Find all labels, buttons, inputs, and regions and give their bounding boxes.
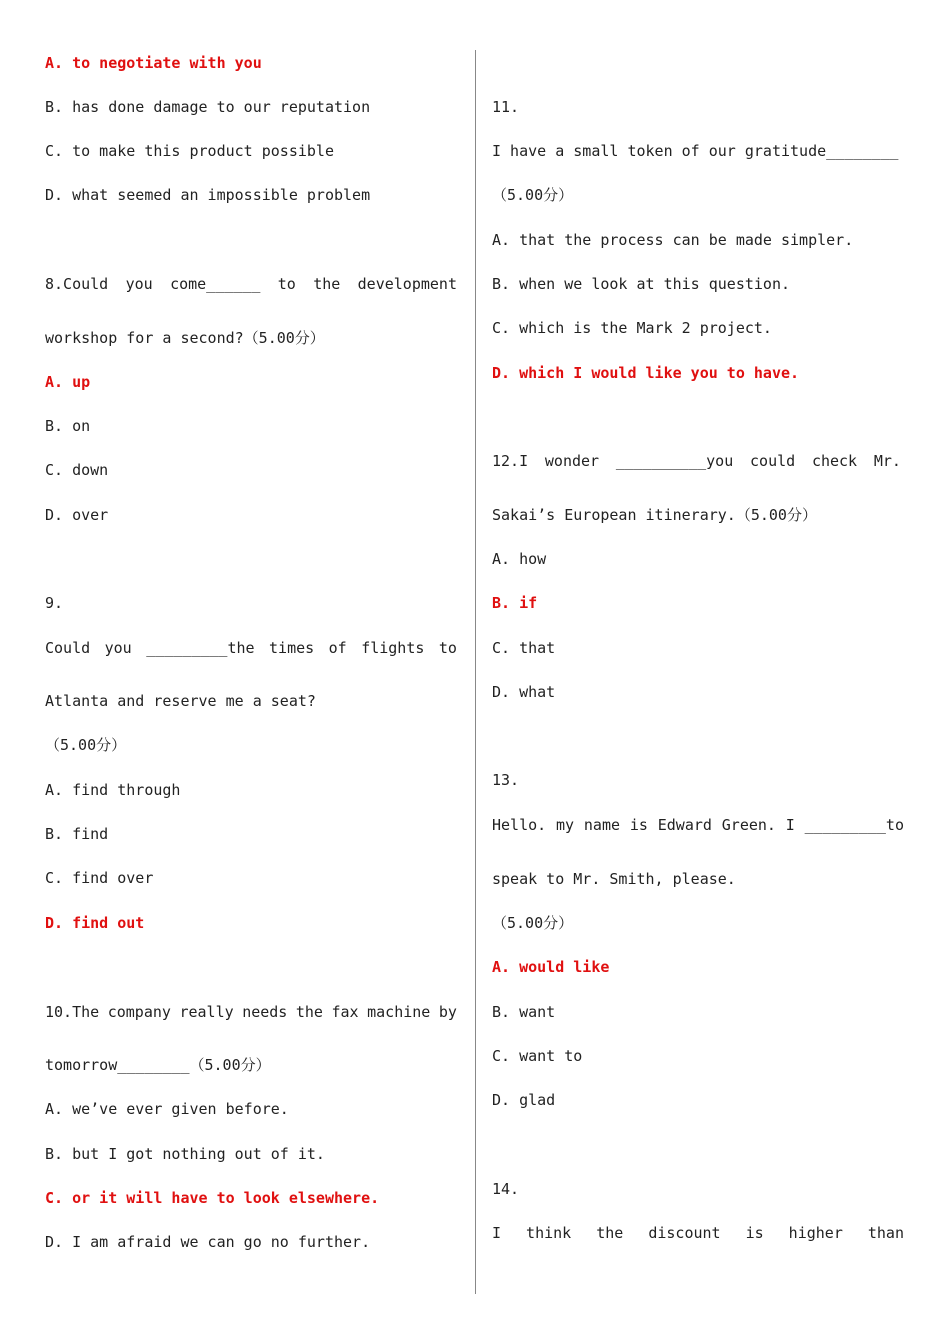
q13-option-d[interactable]: D. glad xyxy=(492,1091,556,1109)
q7-option-c[interactable]: C. to make this product possible xyxy=(45,142,334,160)
q9-word: _________the xyxy=(146,639,255,657)
q10-word: the xyxy=(295,1003,323,1021)
q9-number: 9. xyxy=(45,594,64,612)
q12-question-line2: Sakai’s European itinerary.（5.00分） xyxy=(492,506,817,524)
q8-option-b[interactable]: B. on xyxy=(45,417,91,435)
q12-option-b[interactable]: B. if xyxy=(492,594,538,612)
q9-word: times xyxy=(269,639,315,657)
q10-word: machine xyxy=(367,1003,431,1021)
q14-word: discount xyxy=(648,1224,721,1242)
q9-word: flights xyxy=(361,639,425,657)
q13-word: Hello. xyxy=(492,816,547,834)
q8-word: you xyxy=(125,275,153,293)
q9-question-line1 xyxy=(45,638,457,658)
q9-word: you xyxy=(104,639,132,657)
q9-word: of xyxy=(328,639,347,657)
q7-option-d[interactable]: D. what seemed an impossible problem xyxy=(45,186,371,204)
q13-word: my xyxy=(556,816,575,834)
q10-question-line2: tomorrow________（5.00分） xyxy=(45,1056,271,1074)
q12-word: could xyxy=(750,452,796,470)
q13-option-c[interactable]: C. want to xyxy=(492,1047,583,1065)
q13-word: Green. xyxy=(721,816,776,834)
q9-option-a[interactable]: A. find through xyxy=(45,781,181,799)
q13-word: _________to xyxy=(804,816,904,834)
q8-option-d[interactable]: D. over xyxy=(45,506,109,524)
q13-option-b[interactable]: B. want xyxy=(492,1003,556,1021)
q10-word: by xyxy=(438,1003,457,1021)
q9-question-line2: Atlanta and reserve me a seat? xyxy=(45,692,316,710)
q12-question-line1 xyxy=(492,451,901,471)
q9-word: Could xyxy=(45,639,91,657)
q8-word: development xyxy=(357,275,457,293)
q9-score: （5.00分） xyxy=(45,736,127,754)
q9-option-b[interactable]: B. find xyxy=(45,825,109,843)
q11-score: （5.00分） xyxy=(492,186,574,204)
q13-word: is xyxy=(629,816,648,834)
q12-option-a[interactable]: A. how xyxy=(492,550,547,568)
q13-question-line2: speak to Mr. Smith, please. xyxy=(492,870,736,888)
q13-word: name xyxy=(583,816,621,834)
q10-option-d[interactable]: D. I am afraid we can go no further. xyxy=(45,1233,371,1251)
q7-option-b[interactable]: B. has done damage to our reputation xyxy=(45,98,371,116)
q12-word: 12.I xyxy=(492,452,529,470)
q14-word: than xyxy=(867,1224,904,1242)
q10-option-c[interactable]: C. or it will have to look elsewhere. xyxy=(45,1189,380,1207)
q10-option-b[interactable]: B. but I got nothing out of it. xyxy=(45,1145,325,1163)
q14-question-line1 xyxy=(492,1223,904,1243)
q11-option-c[interactable]: C. which is the Mark 2 project. xyxy=(492,319,772,337)
q9-option-c[interactable]: C. find over xyxy=(45,869,154,887)
q12-word: wonder xyxy=(544,452,600,470)
q8-word: the xyxy=(313,275,341,293)
q14-number: 14. xyxy=(492,1180,520,1198)
q10-question-line1 xyxy=(45,1002,457,1022)
q13-word: I xyxy=(785,816,795,834)
q12-word: check xyxy=(811,452,858,470)
q14-word: higher xyxy=(788,1224,843,1242)
q10-word: 10.The xyxy=(45,1003,100,1021)
q12-word: Mr. xyxy=(873,452,901,470)
q8-word: come______ xyxy=(170,275,261,293)
q13-word: Edward xyxy=(657,816,712,834)
q12-option-c[interactable]: C. that xyxy=(492,639,556,657)
q14-word: think xyxy=(526,1224,572,1242)
q11-option-d[interactable]: D. which I would like you to have. xyxy=(492,364,800,382)
q11-option-a[interactable]: A. that the process can be made simpler. xyxy=(492,231,854,249)
q9-word: to xyxy=(438,639,457,657)
q14-word: I xyxy=(492,1224,502,1242)
q11-number: 11. xyxy=(492,98,520,116)
q11-option-b[interactable]: B. when we look at this question. xyxy=(492,275,791,293)
q10-option-a[interactable]: A. we’ve ever given before. xyxy=(45,1100,289,1118)
q13-question-line1 xyxy=(492,815,904,835)
q13-option-a[interactable]: A. would like xyxy=(492,958,610,976)
q10-word: fax xyxy=(331,1003,359,1021)
q7-option-a[interactable]: A. to negotiate with you xyxy=(45,54,262,72)
q8-option-a[interactable]: A. up xyxy=(45,373,91,391)
q13-number: 13. xyxy=(492,771,520,789)
q8-word: 8.Could xyxy=(45,275,109,293)
q10-word: company xyxy=(107,1003,171,1021)
column-divider xyxy=(475,50,476,1294)
q11-question: I have a small token of our gratitude________ xyxy=(492,142,899,160)
q8-word: to xyxy=(277,275,296,293)
q10-word: needs xyxy=(242,1003,288,1021)
q14-word: is xyxy=(745,1224,764,1242)
q8-option-c[interactable]: C. down xyxy=(45,461,109,479)
q14-word: the xyxy=(596,1224,624,1242)
q13-score: （5.00分） xyxy=(492,914,574,932)
q9-option-d[interactable]: D. find out xyxy=(45,914,145,932)
q12-option-d[interactable]: D. what xyxy=(492,683,556,701)
q10-word: really xyxy=(179,1003,234,1021)
q8-question-line2: workshop for a second?（5.00分） xyxy=(45,329,325,347)
q12-word: __________you xyxy=(615,452,734,470)
q8-question-line1 xyxy=(45,274,457,294)
